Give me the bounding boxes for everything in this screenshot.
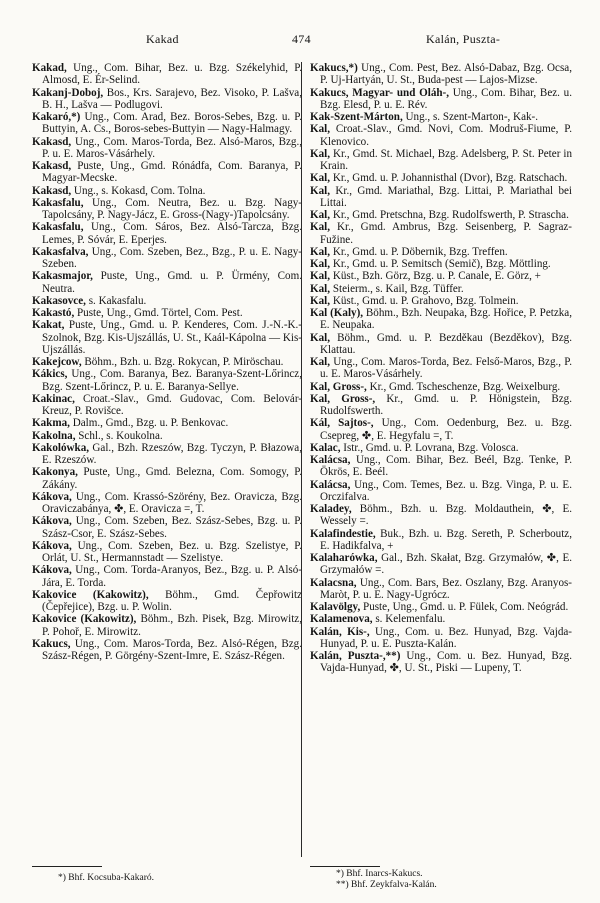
entry-text: Ung., Com. Pest, Bez. Alsó-Dabaz, Bzg. Ocsa, P. Uj-Hartyán, U. St., Buda-pest — Lajos-Mizse. (320, 62, 572, 87)
gazetteer-entry (32, 392, 302, 418)
gazetteer-entry (310, 613, 572, 626)
entry-text: Ung., Com. Maros-Torda, Bez. Alsó-Régen, Bzg. Szász-Régen, P. Görgény-Szent-Imre, E. Szász-Régen. (42, 637, 302, 662)
gazetteer-entry (310, 503, 572, 528)
gazetteer-entry (310, 245, 572, 258)
entry-headword: Kakasfalva, (32, 245, 89, 258)
entry-text: Dalm., Gmd., Bzg. u. P. Benkovac. (69, 417, 229, 430)
gazetteer-entry (32, 613, 302, 638)
entry-headword: Kákova, (32, 490, 72, 503)
entry-text: Ung., Com. Bihar, Bez. u. Bzg. Elesd, P. u. E. Rév. (320, 86, 573, 111)
entry-headword: Kalamenova, (310, 613, 373, 626)
entry-headword: Kakucs, Magyar- und Oláh-, (310, 86, 450, 99)
footnote-left: *) Bhf. Kocsuba-Kakaró. (58, 873, 155, 883)
footnotes-right (336, 869, 437, 891)
right-column (310, 62, 572, 675)
gazetteer-entry (310, 258, 572, 270)
entry-headword: Kakasmajor, (32, 270, 93, 283)
entry-headword: Kakad, (32, 62, 67, 74)
entry-text: Ung., Com. Maros-Torda, Bez. Felső-Maros, Bzg., P. u. E. Maros-Vásárhely. (320, 356, 572, 381)
entry-headword: Kal, (310, 221, 331, 234)
entry-text: Ung., Com. Bihar, Bez. u. Bzg. Székelyhid, P. Almosd, E. Ér-Selind. (42, 62, 302, 87)
entry-headword: Kakasd, (32, 135, 72, 148)
footnote-rule-left (32, 866, 102, 867)
entry-text: Croat.-Slav., Gmd. Gudovac, Com. Belovár-Kreuz, P. Rovišce. (42, 392, 302, 417)
entry-headword: Kal, (310, 294, 331, 307)
entry-text: Ung., Com. Torda-Aranyos, Bez., Bzg. u. P. Alsó-Jára, E. Torda. (42, 564, 302, 589)
entry-text: Ung., Com. Bars, Bez. Oszlany, Bzg. Aranyos-Maròt, P. u. E. Nagy-Ugrócz. (320, 576, 572, 601)
entry-text: Ung., Com. Baranya, Bez. Baranya-Szent-Lőrincz, Bzg. Szent-Lőrincz, P. u. E. Baranya-Sellye. (42, 368, 302, 393)
entry-text: Puste, Ung., Gmd. Belezna, Com. Somogy, P. Zákány. (42, 466, 302, 491)
entry-text: Böhm., Bzh. u. Bzg. Rokycan, P. Miröschau. (81, 356, 284, 368)
entry-text: Böhm., Gmd. u. P. Bezděkau (Bezděkov), Bzg. Klattau. (320, 331, 572, 356)
gazetteer-entry (310, 625, 572, 651)
page-header (36, 30, 564, 48)
entry-headword: Kalac, (310, 441, 341, 454)
entry-text: Puste, Ung., Gmd. u. P. Kenderes, Com. J.-N.-K.-Szolnok, Bzg. Kis-Ujszállás, U. St., Kaál-Kápolna — Kis-Ujszállás. (42, 319, 302, 356)
entry-text: Gal., Bzh. Rzeszów, Bzg. Tyczyn, P. Błazowa, E. Rzeszów. (42, 441, 302, 466)
column-divider (301, 62, 302, 857)
entry-headword: Kakucs, (32, 637, 71, 650)
footnote-rule-right (310, 866, 380, 867)
entry-headword: Kakolna, (32, 429, 76, 442)
gazetteer-entry (310, 576, 572, 602)
gazetteer-entry (32, 221, 302, 246)
left-column (32, 62, 302, 662)
entry-text: Küst., Bzh. Görz, Bzg. u. P. Canale, E. Görz, + (330, 270, 541, 283)
entry-text: Ung., Com. u. Bez. Hunyad, Bzg. Vajda-Hunyad, ✤, U. St., Piski — Lupeny, T. (320, 650, 572, 675)
gazetteer-entry (32, 86, 302, 112)
entry-headword: Kakasovce, (32, 294, 86, 307)
gazetteer-entry (310, 527, 572, 553)
gazetteer-entry (32, 111, 302, 136)
gazetteer-entry (32, 319, 302, 356)
gazetteer-entry (310, 417, 572, 442)
gazetteer-entry (32, 429, 302, 442)
entry-headword: Kal, (310, 172, 331, 185)
gazetteer-entry (310, 282, 572, 295)
entry-headword: Kakejcow, (32, 356, 82, 368)
entry-headword: Kal, (310, 331, 331, 344)
entry-headword: Kakat, (32, 319, 65, 332)
entry-headword: Kákova, (32, 539, 72, 552)
gazetteer-entry (310, 172, 572, 185)
entry-headword: Kakasfalu, (32, 221, 84, 234)
entry-text: Kr., Gmd. Mariathal, Bzg. Littai, P. Mariathal bei Littai. (320, 184, 572, 209)
entry-headword: Kak-Szent-Márton, (310, 111, 403, 123)
entry-headword: Kal, (310, 184, 331, 197)
gazetteer-entry (32, 294, 302, 307)
entry-headword: Kalán, Kis-, (310, 625, 370, 638)
entry-text: Steierm., s. Kail, Bzg. Tüffer. (330, 282, 464, 295)
entry-headword: Kakolówka, (32, 441, 90, 454)
gazetteer-entry (310, 380, 572, 393)
entry-headword: Kal, (310, 270, 331, 283)
page-number: 474 (292, 32, 311, 46)
entry-headword: Kal, (310, 356, 331, 368)
gazetteer-entry (310, 270, 572, 283)
entry-text: Istr., Gmd. u. P. Lovrana, Bzg. Volosca. (340, 441, 519, 454)
gazetteer-entry (310, 454, 572, 479)
entry-text: Puste, Ung., Gmd. u. P. Fülek, Com. Neógrád. (360, 601, 569, 613)
entry-text: Ung., Com. Sáros, Bez. Alsó-Tarcza, Bzg. Lemes, P. Sóvár, E. Eperjes. (42, 221, 302, 246)
entry-text: Ung., s. Kokasd, Com. Tolna. (71, 184, 206, 197)
gazetteer-entry (32, 62, 302, 87)
entry-text: Buk., Bzh. u. Bzg. Sereth, P. Scherboutz, E. Hadikfalva, + (320, 527, 572, 552)
entry-text: Ung., Com. Maros-Torda, Bez. Alsó-Maros, Bzg., P. u. E. Maros-Vásárhely. (42, 135, 302, 160)
entry-headword: Kal, (310, 258, 331, 270)
entry-text: Puste, Ung., Gmd. Törtel, Com. Pest. (74, 307, 243, 319)
entry-text: Bos., Krs. Sarajevo, Bez. Visoko, P. Lašva, B. H., Lašva — Podlugovi. (42, 86, 302, 111)
gazetteer-entry (32, 356, 302, 368)
entry-headword: Kakinac, (32, 392, 75, 405)
gazetteer-entry (310, 86, 573, 112)
gazetteer-entry (32, 270, 302, 295)
entry-headword: Kakovice (Kakowitz), (32, 588, 149, 601)
entry-text: s. Kakasfalu. (85, 294, 147, 307)
footnote-right-1: *) Bhf. Inarcs-Kakucs. (336, 869, 423, 879)
gazetteer-entry (32, 368, 302, 393)
gazetteer-entry (310, 307, 572, 332)
entry-headword: Kalavölgy, (310, 601, 361, 613)
entry-headword: Kal, (310, 147, 331, 160)
gazetteer-entry (32, 564, 302, 589)
entry-headword: Kál, Sajtos-, (310, 417, 374, 430)
entry-text: Puste, Ung., Gmd. Rónádfa, Com. Baranya, P. Magyar-Mecske. (42, 160, 302, 185)
gazetteer-entry (310, 356, 572, 381)
gazetteer-entry (310, 111, 572, 123)
entry-headword: Kákova, (32, 564, 72, 577)
entry-headword: Kal, (310, 209, 331, 221)
entry-text: Ung., Com. Neutra, Bez. u. Bzg. Nagy-Tapolcsány, P. Nagy-Jácz, E. Gross-(Nagy-)Tapolcsány. (42, 196, 302, 221)
gazetteer-entry (32, 588, 302, 614)
entry-text: Böhm., Bzh. Neupaka, Bzg. Hořice, P. Petzka, E. Neupaka. (320, 307, 572, 332)
gazetteer-entry (310, 650, 572, 675)
entry-text: Ung., Com. Temes, Bez. u. Bzg. Vinga, P. u. E. Orczifalva. (320, 478, 572, 503)
entry-headword: Kalaharówka, (310, 552, 378, 564)
entry-text: Ung., Com. Arad, Bez. Boros-Sebes, Bzg. u. P. Buttyin, A. Cs., Boros-sebes-Buttyin — Nagy-Halmagy. (42, 111, 302, 136)
gazetteer-entry (32, 417, 302, 430)
running-head-left: Kakad (146, 32, 179, 46)
entry-text: Ung., Com. Bihar, Bez. Beél, Bzg. Tenke, P. Ökrös, E. Beél. (320, 454, 572, 479)
entry-headword: Kakaró,*) (32, 111, 81, 123)
gazetteer-entry (310, 552, 572, 577)
running-head-right: Kalán, Puszta- (426, 32, 501, 46)
gazetteer-entry (310, 62, 572, 87)
entry-text: Gal., Bzh. Skałat, Bzg. Grzymałów, ✤, E. Grzymałów =. (320, 552, 572, 577)
entry-text: Schl., s. Koukolna. (75, 429, 163, 442)
entry-headword: Kal, Gross-, (310, 392, 376, 405)
entry-text: Ung., Com. u. Bez. Hunyad, Bzg. Vajda-Hunyad, P. u. E. Puszta-Kalán. (320, 625, 572, 650)
entry-text: Böhm., Bzh. Pisek, Bzg. Mirowitz, P. Pohoř, E. Mirowitz. (42, 613, 302, 638)
gazetteer-entry (32, 637, 302, 663)
entry-text: Kr., Gmd. Ambrus, Bzg. Seisenberg, P. Sagraz-Fužine. (320, 221, 572, 246)
entry-text: Kr., Gmd. u. P. Döbernik, Bzg. Treffen. (330, 245, 508, 258)
gazetteer-entry (32, 184, 302, 197)
entry-headword: Kakanj-Doboj, (32, 86, 104, 99)
entry-text: Kr., Gmd. u. P. Hönigstein, Bzg. Rudolfswerth. (320, 392, 572, 417)
entry-headword: Kal (Kaly), (310, 307, 364, 319)
entry-headword: Kakasd, (32, 184, 72, 197)
gazetteer-entry (32, 515, 302, 540)
entry-headword: Kakma, (32, 417, 70, 430)
entry-headword: Kakovice (Kakowitz), (32, 613, 137, 626)
gazetteer-entry (32, 466, 302, 491)
entry-text: Kr., Gmd. u. P. Johannisthal (Dvor), Bzg. Ratschach. (330, 172, 568, 185)
entry-headword: Kaladey, (310, 503, 352, 515)
gazetteer-entry (310, 331, 572, 357)
entry-text: Ung., Com. Szeben, Bez. Szász-Sebes, Bzg. u. P. Szász-Csor, E. Szász-Sebes. (42, 515, 302, 540)
gazetteer-entry (310, 294, 572, 307)
entry-headword: Kalácsa, (310, 454, 351, 466)
entry-headword: Kakasfalu, (32, 196, 84, 209)
entry-headword: Kal, (310, 245, 331, 258)
entry-headword: Kalán, Puszta-,**) (310, 650, 401, 662)
entry-text: Kr., Gmd. Tscheschenze, Bzg. Weixelburg. (366, 380, 561, 393)
entry-headword: Kakasd, (32, 160, 72, 172)
entry-headword: Kalácsa, (310, 478, 351, 491)
gazetteer-entry (310, 184, 572, 210)
entry-headword: Kákics, (32, 368, 68, 381)
gazetteer-entry (310, 392, 572, 418)
entry-headword: Kal, Gross-, (310, 380, 367, 393)
gazetteer-entry (32, 307, 302, 319)
gazetteer-entry (310, 601, 572, 613)
gazetteer-entry (310, 123, 572, 148)
gazetteer-entry (32, 135, 302, 161)
entry-headword: Kakucs,*) (310, 62, 358, 74)
footnote-right-2: **) Bhf. Zeykfalva-Kalán. (336, 880, 437, 890)
entry-headword: Kalacsna, (310, 576, 357, 589)
entry-headword: Kal, (310, 123, 331, 136)
entry-text: Ung., Com. Szeben, Bez., Bzg., P. u. E. Nagy-Szeben. (42, 245, 302, 270)
entry-text: Ung., s. Szent-Marton-, Kak-. (402, 111, 539, 123)
gazetteer-entry (310, 478, 572, 504)
entry-text: Puste, Ung., Gmd. u. P. Ürmény, Com. Neutra. (42, 270, 302, 295)
gazetteer-entry (310, 209, 572, 221)
gazetteer-entry (32, 490, 302, 516)
gazetteer-entry (32, 160, 302, 185)
entry-text: Ung., Com. Krassó-Szörény, Bez. Oravicza, Bzg. Oraviczabánya, ✤, E. Oravicza =, T. (42, 490, 302, 515)
gazetteer-entry (310, 441, 572, 454)
gazetteer-entry (32, 196, 302, 222)
entry-headword: Kakastó, (32, 307, 75, 319)
gazetteer-entry (32, 539, 302, 565)
gazetteer-entry (32, 441, 302, 467)
entry-text: Böhm., Gmd. Čepřowitz (Čepřejice), Bzg. u. P. Wolin. (42, 588, 302, 613)
entry-text: Kr., Gmd. u. P. Semitsch (Semič), Bzg. Möttling. (330, 258, 551, 270)
entry-text: Ung., Com. Oedenburg, Bez. u. Bzg. Csepreg, ✤, E. Hegyfalu =, T. (320, 417, 572, 442)
entry-text: Croat.-Slav., Gmd. Novi, Com. Modruš-Fiume, P. Klenovico. (320, 123, 572, 148)
entry-text: Ung., Com. Szeben, Bez. u. Bzg. Szelistye, P. Orlát, U. St., Hermannstadt — Szelistye. (42, 539, 302, 564)
entry-text: s. Kelemenfalu. (372, 613, 446, 626)
gazetteer-entry (32, 245, 302, 271)
entry-text: Küst., Gmd. u. P. Grahovo, Bzg. Tolmein. (330, 294, 519, 307)
gazetteer-entry (310, 221, 572, 246)
entry-text: Böhm., Bzh. u. Bzg. Moldauthein, ✤, E. Wessely =. (320, 503, 572, 528)
entry-headword: Kalafindestie, (310, 527, 376, 540)
gazetteer-entry (310, 147, 572, 173)
entry-headword: Kákova, (32, 515, 72, 528)
entry-text: Kr., Gmd. Pretschna, Bzg. Rudolfswerth, P. Straschа. (330, 209, 569, 221)
entry-text: Kr., Gmd. St. Michael, Bzg. Adelsberg, P. St. Peter in Krain. (320, 147, 572, 172)
entry-headword: Kal, (310, 282, 331, 295)
entry-headword: Kakonya, (32, 466, 78, 479)
